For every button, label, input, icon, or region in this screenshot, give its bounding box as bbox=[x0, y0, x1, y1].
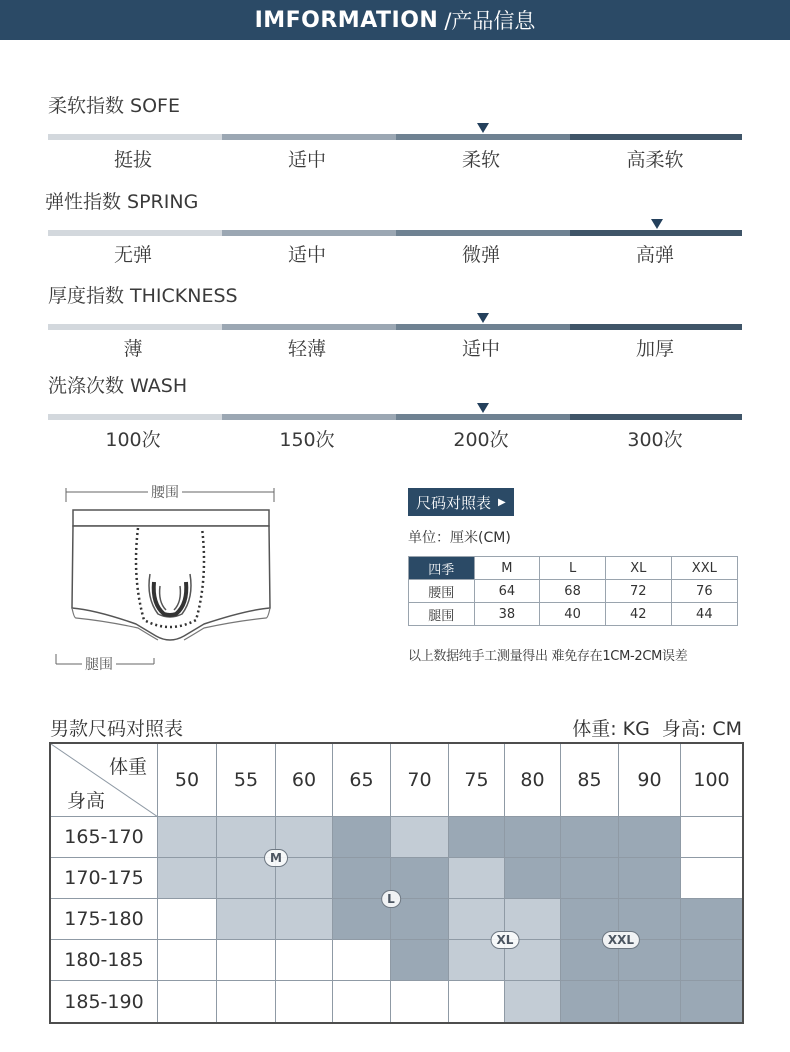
size-note: 以上数据纯手工测量得出 难免存在1CM-2CM误差 bbox=[408, 649, 688, 664]
size-chart-button-label: 尺码对照表 bbox=[416, 493, 492, 512]
index-bar bbox=[48, 230, 742, 236]
grid-weight-header: 85 bbox=[561, 744, 619, 817]
big-chart-title: 男款尺码对照表 bbox=[50, 718, 184, 740]
size-table-cell: 72 bbox=[605, 580, 671, 603]
index-scale-label: 薄 bbox=[123, 338, 143, 360]
grid-cell bbox=[681, 858, 742, 899]
index-scale-label: 无弹 bbox=[113, 244, 152, 266]
grid-corner bbox=[51, 744, 158, 817]
size-table-cell: 64 bbox=[474, 580, 540, 603]
grid-cell bbox=[681, 817, 742, 858]
index-bar bbox=[48, 414, 742, 420]
index-scale-label: 高弹 bbox=[635, 244, 674, 266]
index-scale-label: 轻薄 bbox=[287, 338, 326, 360]
index-marker-icon bbox=[477, 313, 489, 323]
grid-cell bbox=[333, 817, 391, 858]
size-table-cell: 42 bbox=[605, 603, 671, 626]
index-bar-segment bbox=[48, 324, 222, 330]
grid-weight-header: 100 bbox=[681, 744, 742, 817]
size-table-row bbox=[409, 603, 738, 626]
size-table-cell: 38 bbox=[474, 603, 540, 626]
grid-height-header: 180-185 bbox=[51, 940, 158, 981]
grid-cell bbox=[681, 981, 742, 1022]
index-title: 厚度指数 THICKNESS bbox=[48, 285, 238, 307]
size-grid bbox=[49, 742, 744, 1024]
grid-cell bbox=[449, 858, 505, 899]
index-bar-segment bbox=[222, 230, 396, 236]
big-chart-units: 体重: KG 身高: CM bbox=[572, 718, 742, 740]
grid-cell bbox=[391, 940, 449, 981]
grid-weight-header: 50 bbox=[158, 744, 217, 817]
index-bar-segment bbox=[48, 414, 222, 420]
grid-cell bbox=[449, 817, 505, 858]
index-marker-icon bbox=[651, 219, 663, 229]
index-scale-label: 200次 bbox=[453, 429, 509, 451]
grid-cell bbox=[158, 899, 217, 940]
grid-cell bbox=[276, 940, 333, 981]
index-bar bbox=[48, 324, 742, 330]
size-table-cell: M bbox=[474, 557, 540, 580]
size-table bbox=[408, 556, 738, 626]
size-table-cell: L bbox=[540, 557, 606, 580]
index-bar-segment bbox=[570, 230, 742, 236]
size-table-cell: 腿围 bbox=[409, 603, 475, 626]
grid-cell bbox=[505, 817, 561, 858]
page-header bbox=[0, 0, 790, 40]
index-scale-label: 适中 bbox=[287, 244, 326, 266]
size-chart-button[interactable] bbox=[408, 488, 514, 516]
index-bar-segment bbox=[48, 230, 222, 236]
index-bar-segment bbox=[222, 134, 396, 140]
index-scale-label: 高柔软 bbox=[626, 149, 684, 171]
grid-cell bbox=[561, 981, 619, 1022]
grid-height-header: 175-180 bbox=[51, 899, 158, 940]
grid-cell bbox=[505, 981, 561, 1022]
index-title: 柔软指数 SOFE bbox=[48, 95, 180, 117]
header-title-en: IMFORMATION bbox=[254, 7, 439, 33]
grid-weight-header: 80 bbox=[505, 744, 561, 817]
grid-weight-header: 65 bbox=[333, 744, 391, 817]
grid-cell bbox=[158, 817, 217, 858]
index-title: 弹性指数 SPRING bbox=[45, 191, 199, 213]
size-table-cell: 40 bbox=[540, 603, 606, 626]
index-bar-segment bbox=[222, 324, 396, 330]
size-table-cell: 76 bbox=[671, 580, 737, 603]
corner-weight-label: 体重 bbox=[108, 756, 147, 778]
grid-cell bbox=[391, 899, 449, 940]
grid-cell bbox=[561, 858, 619, 899]
index-scale-label: 柔软 bbox=[461, 149, 500, 171]
size-table-row bbox=[409, 580, 738, 603]
play-arrow-icon: ▶ bbox=[498, 496, 506, 508]
index-bar-segment bbox=[396, 414, 570, 420]
grid-cell bbox=[619, 858, 681, 899]
size-badge: L bbox=[381, 890, 401, 908]
size-table-cell: 腰围 bbox=[409, 580, 475, 603]
grid-weight-header: 55 bbox=[217, 744, 276, 817]
index-scale-label: 适中 bbox=[287, 149, 326, 171]
index-scale-label: 100次 bbox=[105, 429, 161, 451]
size-table-cell: 68 bbox=[540, 580, 606, 603]
index-bar-segment bbox=[570, 134, 742, 140]
grid-height-header: 185-190 bbox=[51, 981, 158, 1022]
grid-cell bbox=[217, 899, 276, 940]
corner-height-label: 身高 bbox=[67, 790, 106, 812]
index-bar-segment bbox=[48, 134, 222, 140]
size-unit: 单位：厘米(CM) bbox=[408, 530, 511, 546]
index-bar-segment bbox=[396, 324, 570, 330]
grid-cell bbox=[217, 940, 276, 981]
grid-weight-header: 70 bbox=[391, 744, 449, 817]
size-table-cell: 四季 bbox=[409, 557, 475, 580]
size-badge: XL bbox=[491, 931, 520, 949]
header-title-cn: /产品信息 bbox=[444, 9, 536, 33]
grid-cell bbox=[158, 858, 217, 899]
grid-weight-header: 75 bbox=[449, 744, 505, 817]
grid-cell bbox=[276, 899, 333, 940]
size-badge: M bbox=[264, 849, 288, 867]
waist-label: 腰围 bbox=[148, 482, 182, 502]
index-bar bbox=[48, 134, 742, 140]
grid-cell bbox=[217, 981, 276, 1022]
index-scale-label: 150次 bbox=[279, 429, 335, 451]
grid-cell bbox=[158, 940, 217, 981]
brief-diagram bbox=[46, 478, 296, 678]
index-bar-segment bbox=[222, 414, 396, 420]
index-scale-label: 300次 bbox=[627, 429, 683, 451]
grid-cell bbox=[619, 817, 681, 858]
leg-label: 腿围 bbox=[82, 654, 116, 674]
grid-cell bbox=[158, 981, 217, 1022]
size-badge: XXL bbox=[602, 931, 640, 949]
grid-weight-header: 90 bbox=[619, 744, 681, 817]
brief-illustration bbox=[46, 478, 296, 678]
index-bar-segment bbox=[570, 324, 742, 330]
index-scale-label: 适中 bbox=[461, 338, 500, 360]
index-title: 洗涤次数 WASH bbox=[48, 375, 188, 397]
grid-cell bbox=[391, 858, 449, 899]
size-table-cell: XL bbox=[605, 557, 671, 580]
grid-cell bbox=[681, 899, 742, 940]
grid-cell bbox=[449, 981, 505, 1022]
grid-cell bbox=[505, 858, 561, 899]
index-scale-label: 微弹 bbox=[461, 244, 500, 266]
index-scale-label: 挺拔 bbox=[113, 149, 152, 171]
size-table-row bbox=[409, 557, 738, 580]
grid-cell bbox=[391, 817, 449, 858]
grid-height-header: 170-175 bbox=[51, 858, 158, 899]
size-table-cell: XXL bbox=[671, 557, 737, 580]
grid-cell bbox=[391, 981, 449, 1022]
grid-height-header: 165-170 bbox=[51, 817, 158, 858]
grid-cell bbox=[333, 981, 391, 1022]
grid-cell bbox=[276, 981, 333, 1022]
grid-cell bbox=[333, 940, 391, 981]
grid-cell bbox=[561, 817, 619, 858]
index-scale-label: 加厚 bbox=[635, 338, 674, 360]
grid-cell bbox=[681, 940, 742, 981]
index-bar-segment bbox=[396, 134, 570, 140]
grid-cell bbox=[619, 981, 681, 1022]
index-marker-icon bbox=[477, 403, 489, 413]
grid-cell bbox=[333, 899, 391, 940]
index-marker-icon bbox=[477, 123, 489, 133]
grid-weight-header: 60 bbox=[276, 744, 333, 817]
index-bar-segment bbox=[570, 414, 742, 420]
index-bar-segment bbox=[396, 230, 570, 236]
size-table-cell: 44 bbox=[671, 603, 737, 626]
